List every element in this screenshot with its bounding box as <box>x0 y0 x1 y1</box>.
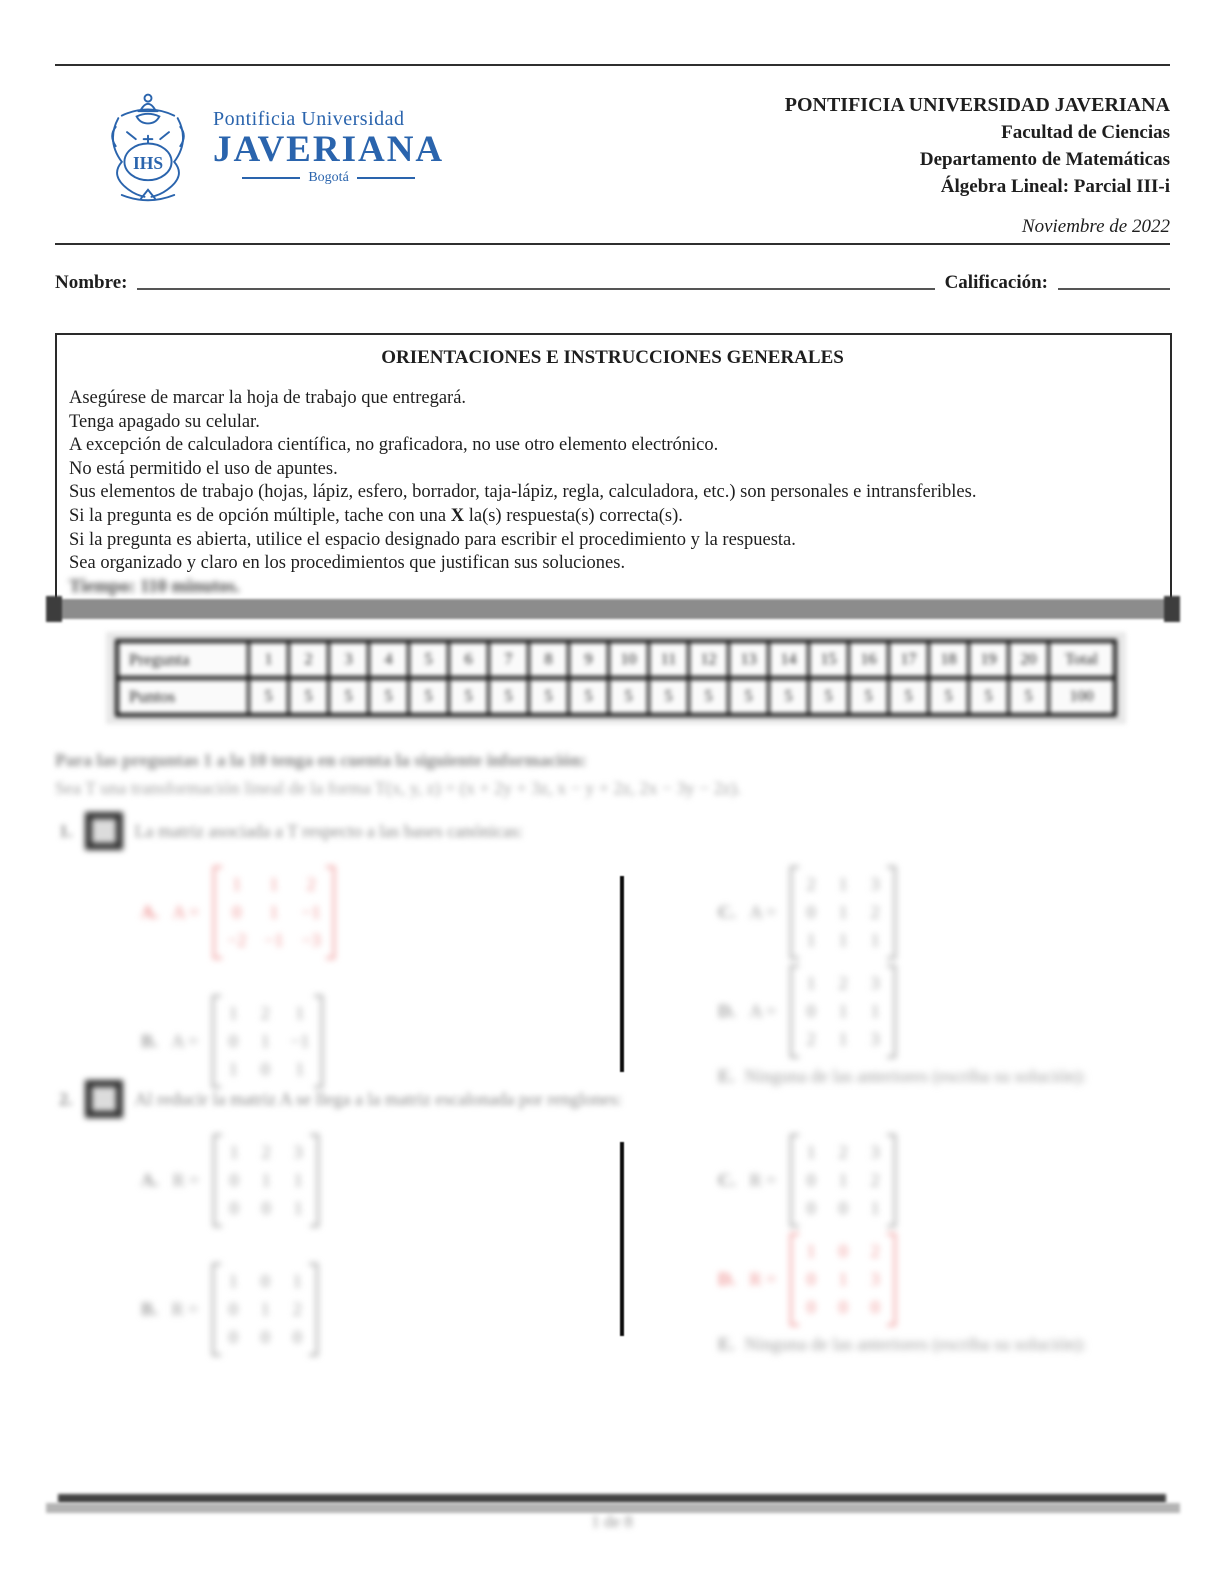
table-cell: 16 <box>850 643 887 676</box>
svg-text:IHS: IHS <box>132 152 164 173</box>
matrix-entry: 1 <box>806 930 816 950</box>
table-cell: 2 <box>290 643 327 676</box>
matrix-entry: 0 <box>260 1271 270 1291</box>
table-cell: 5 <box>370 680 407 713</box>
logo-city <box>213 170 444 186</box>
matrix-entry: 1 <box>269 902 279 922</box>
matrix-entry: 0 <box>806 902 816 922</box>
table-cell: 5 <box>330 680 367 713</box>
question-number: 1. <box>59 820 73 841</box>
matrix-entry: 1 <box>806 973 816 993</box>
matrix-entry: 1 <box>293 1170 303 1190</box>
matrix-entry: 1 <box>838 1029 848 1049</box>
matrix-entry: 3 <box>870 874 880 894</box>
matrix-entry: 3 <box>870 973 880 993</box>
matrix-entry: 2 <box>806 1029 816 1049</box>
option-label: C. <box>718 902 736 922</box>
table-cell: 5 <box>850 680 887 713</box>
time-limit-line: Tiempo: 110 minutos. <box>69 576 240 597</box>
faculty-title: Facultad de Ciencias <box>1001 122 1170 143</box>
matrix-entry: 0 <box>838 1198 848 1218</box>
option-lhs: A = <box>172 902 200 922</box>
option-c <box>718 1134 1170 1227</box>
matrix-entry: 1 <box>806 1142 816 1162</box>
matrix-entry: 0 <box>806 1170 816 1190</box>
table-cell: 13 <box>730 643 767 676</box>
table-cell: 5 <box>530 680 567 713</box>
option-e-text: Ninguna de las anteriores (escriba su solución): <box>744 1066 1087 1086</box>
matrix-entry: 2 <box>261 1142 271 1162</box>
department-title: Departamento de Matemáticas <box>919 149 1170 170</box>
table-cell: 100 <box>1050 680 1113 713</box>
option-lhs: A = <box>171 1031 199 1051</box>
matrix-entry: 0 <box>261 1198 271 1218</box>
score-table <box>115 639 1117 717</box>
matrix-entry: −3 <box>301 930 321 950</box>
matrix-entry: 2 <box>838 973 848 993</box>
row-label: Puntos <box>119 680 247 713</box>
option-label: C. <box>718 1170 736 1190</box>
table-cell: 10 <box>610 643 647 676</box>
matrix-entry: 3 <box>293 1142 303 1162</box>
matrix <box>212 1263 318 1356</box>
matrix-entry: 1 <box>838 1001 848 1021</box>
option-d <box>718 1233 1170 1326</box>
matrix-entry: 0 <box>806 1198 816 1218</box>
matrix-entry: 1 <box>292 1271 302 1291</box>
matrix-entry: 1 <box>838 930 848 950</box>
mc-bold-x: X <box>450 505 465 526</box>
top-rule <box>55 64 1170 66</box>
matrix <box>213 1134 319 1227</box>
blur-cap-left <box>46 596 62 622</box>
table-row-puntos <box>119 680 1113 713</box>
questions-intro <box>55 750 741 799</box>
question-2-header <box>55 1080 1170 1118</box>
score-table-region <box>106 632 1126 724</box>
matrix-entry: 2 <box>870 1241 880 1261</box>
option-lhs: A = <box>749 1001 777 1021</box>
question-1-header <box>55 812 1170 850</box>
table-cell: 5 <box>730 680 767 713</box>
table-cell: 19 <box>970 643 1007 676</box>
table-cell: 5 <box>450 680 487 713</box>
option-label: E. <box>718 1066 735 1086</box>
table-cell: 11 <box>650 643 687 676</box>
instruction-line: Asegúrese de marcar la hoja de trabajo que entregará. <box>69 388 467 408</box>
table-cell: 5 <box>690 680 727 713</box>
column-divider <box>620 876 624 1072</box>
option-lhs: R = <box>171 1299 199 1319</box>
option-label: B. <box>141 1031 158 1051</box>
blur-artifact-bar <box>46 599 1180 619</box>
table-row-pregunta <box>119 643 1113 676</box>
city-rule-left <box>242 177 300 179</box>
instructions-box <box>55 333 1172 613</box>
matrix <box>213 866 334 959</box>
matrix-entry: −1 <box>264 930 284 950</box>
table-cell: 5 <box>970 680 1007 713</box>
matrix <box>790 965 896 1058</box>
matrix-entry: 0 <box>806 1001 816 1021</box>
name-grade-row <box>55 272 1170 294</box>
page-number: 1 de 8 <box>591 1512 633 1531</box>
table-cell: 5 <box>650 680 687 713</box>
option-label: D. <box>718 1001 736 1021</box>
matrix-entry: 0 <box>292 1327 302 1347</box>
options-left-column <box>55 1134 620 1392</box>
table-cell: 5 <box>290 680 327 713</box>
question-number: 2. <box>59 1088 73 1109</box>
table-cell: 15 <box>810 643 847 676</box>
matrix-entry: 1 <box>228 1059 238 1079</box>
question-text: Al reducir la matriz A se llega a la matriz escalonada por renglones: <box>134 1088 623 1109</box>
options-right-column <box>624 866 1170 1087</box>
matrix-entry: 2 <box>870 1170 880 1190</box>
matrix-entry: 0 <box>228 1327 238 1347</box>
option-label: A. <box>141 902 159 922</box>
table-cell: 1 <box>250 643 287 676</box>
options-right-column <box>624 1134 1170 1355</box>
matrix-entry: 1 <box>870 930 880 950</box>
instruction-line: A excepción de calculadora científica, no graficadora, no use otro elemento electrónico. <box>69 435 719 456</box>
option-b <box>141 1263 620 1356</box>
intro-line-1: Para las preguntas 1 a la 10 tenga en cuenta la siguiente información: <box>55 750 587 770</box>
matrix-entry: 3 <box>870 1142 880 1162</box>
name-blank-line <box>137 287 934 290</box>
matrix-entry: 3 <box>870 1269 880 1289</box>
name-label: Nombre: <box>55 272 128 293</box>
table-cell: 5 <box>930 680 967 713</box>
pregunta-cells <box>250 643 1113 676</box>
table-cell: 5 <box>770 680 807 713</box>
matrix-entry: 0 <box>806 1297 816 1317</box>
matrix-entry: 0 <box>232 902 242 922</box>
table-cell: 5 <box>410 680 447 713</box>
instruction-line: Sus elementos de trabajo (hojas, lápiz, esfero, borrador, taja-lápiz, regla, calculadora, etc.) son personales e intransferibles. <box>69 482 977 503</box>
matrix-entry: 1 <box>261 1170 271 1190</box>
footer-rule-dark <box>58 1494 1166 1503</box>
table-cell: 20 <box>1010 643 1047 676</box>
question-1 <box>55 812 1170 1124</box>
matrix-entry: 1 <box>870 1198 880 1218</box>
matrix <box>790 1134 896 1227</box>
matrix <box>212 995 323 1088</box>
table-cell: 17 <box>890 643 927 676</box>
table-cell: 5 <box>490 680 527 713</box>
question-text: La matriz asociada a T respecto a las bases canónicas: <box>134 820 524 841</box>
table-cell: 9 <box>570 643 607 676</box>
table-cell: 5 <box>890 680 927 713</box>
matrix-entry: −1 <box>301 902 321 922</box>
header-rule <box>55 243 1170 245</box>
blur-cap-right <box>1164 596 1180 622</box>
question-2-options <box>55 1134 1170 1392</box>
matrix <box>790 1233 896 1326</box>
matrix-entry: 2 <box>838 1142 848 1162</box>
instructions-title: ORIENTACIONES E INSTRUCCIONES GENERALES <box>381 347 844 368</box>
matrix-entry: 0 <box>260 1327 270 1347</box>
matrix <box>790 866 896 959</box>
instruction-line: Sea organizado y claro en los procedimientos que justifican sus soluciones. <box>69 553 626 574</box>
mc-post: la(s) respuesta(s) correcta(s). <box>464 505 683 526</box>
option-lhs: R = <box>749 1269 777 1289</box>
answer-checkbox <box>85 1080 123 1118</box>
grade-label: Calificación: <box>944 272 1048 293</box>
matrix-entry: 1 <box>293 1198 303 1218</box>
table-cell: 5 <box>250 680 287 713</box>
matrix-entry: 0 <box>229 1198 239 1218</box>
city-rule-right <box>357 177 415 179</box>
option-lhs: R = <box>749 1170 777 1190</box>
matrix-entry: 0 <box>228 1299 238 1319</box>
matrix-entry: 0 <box>228 1031 238 1051</box>
option-a <box>141 866 620 959</box>
table-cell: 7 <box>490 643 527 676</box>
logo-word: JAVERIANA <box>213 129 445 171</box>
table-cell: 6 <box>450 643 487 676</box>
option-e <box>718 1334 1170 1355</box>
matrix-entry: 0 <box>838 1297 848 1317</box>
instruction-line-multiple-choice <box>69 505 1156 529</box>
matrix-entry: 1 <box>838 1269 848 1289</box>
option-label: D. <box>718 1269 736 1289</box>
instruction-line: Tenga apagado su celular. <box>69 411 260 432</box>
document-header <box>785 92 1170 200</box>
matrix-entry: 0 <box>838 1241 848 1261</box>
table-cell: Total <box>1050 643 1113 676</box>
table-cell: 3 <box>330 643 367 676</box>
table-cell: 5 <box>610 680 647 713</box>
institution-title: PONTIFICIA UNIVERSIDAD JAVERIANA <box>784 94 1170 116</box>
logo-city-label: Bogotá <box>308 169 349 185</box>
answer-checkbox <box>85 812 123 850</box>
matrix-entry: 2 <box>306 874 316 894</box>
option-lhs: A = <box>749 902 777 922</box>
matrix-entry: 0 <box>229 1170 239 1190</box>
matrix-entry: 1 <box>228 1003 238 1023</box>
option-label: B. <box>141 1299 158 1319</box>
matrix-entry: 2 <box>806 874 816 894</box>
matrix-entry: 2 <box>292 1299 302 1319</box>
option-c <box>718 866 1170 959</box>
university-logo <box>95 92 444 202</box>
matrix-entry: 0 <box>260 1059 270 1079</box>
matrix-entry: 1 <box>838 1170 848 1190</box>
matrix-entry: 1 <box>806 1241 816 1261</box>
matrix-entry: 0 <box>806 1269 816 1289</box>
matrix-entry: 3 <box>870 1029 880 1049</box>
matrix-entry: 2 <box>870 902 880 922</box>
table-cell: 8 <box>530 643 567 676</box>
matrix-entry: −2 <box>227 930 247 950</box>
logo-small-title: Pontificia Universidad <box>213 108 405 131</box>
table-cell: 5 <box>1010 680 1047 713</box>
matrix-entry: 1 <box>260 1299 270 1319</box>
table-cell: 4 <box>370 643 407 676</box>
option-b <box>141 995 620 1088</box>
matrix-entry: 1 <box>229 1142 239 1162</box>
grade-blank-line <box>1058 287 1170 290</box>
puntos-cells <box>250 680 1113 713</box>
option-d <box>718 965 1170 1058</box>
table-cell: 12 <box>690 643 727 676</box>
row-label: Pregunta <box>119 643 247 676</box>
option-label: A. <box>141 1170 159 1190</box>
exam-title: Álgebra Lineal: Parcial III-i <box>940 176 1170 197</box>
column-divider <box>620 1142 624 1336</box>
matrix-entry: 1 <box>232 874 242 894</box>
intro-line-2: Sea T una transformación lineal de la forma T(x, y, z) = (x + 2y + 3z, x − y + 2z, 2x − 3y − 2z). <box>55 778 742 798</box>
logo-wordmark <box>213 108 444 186</box>
option-label: E. <box>718 1334 735 1354</box>
matrix-entry: 0 <box>870 1297 880 1317</box>
table-cell: 5 <box>810 680 847 713</box>
matrix-entry: 2 <box>260 1003 270 1023</box>
instruction-line: Si la pregunta es abierta, utilice el espacio designado para escribir el procedimiento y la respuesta. <box>69 529 796 550</box>
matrix-entry: 1 <box>295 1003 305 1023</box>
instruction-line: No está permitido el uso de apuntes. <box>69 458 338 479</box>
matrix-entry: 1 <box>295 1059 305 1079</box>
exam-date: Noviembre de 2022 <box>1021 216 1170 237</box>
matrix-entry: 1 <box>228 1271 238 1291</box>
question-2 <box>55 1080 1170 1392</box>
matrix-entry: 1 <box>870 1001 880 1021</box>
table-cell: 5 <box>570 680 607 713</box>
option-a <box>141 1134 620 1227</box>
matrix-entry: −1 <box>290 1031 310 1051</box>
table-cell: 14 <box>770 643 807 676</box>
matrix-entry: 1 <box>260 1031 270 1051</box>
mc-pre: Si la pregunta es de opción múltiple, tache con una <box>69 505 451 526</box>
university-crest-icon <box>95 92 201 202</box>
table-cell: 18 <box>930 643 967 676</box>
option-e-text: Ninguna de las anteriores (escriba su solución): <box>744 1334 1087 1354</box>
table-cell: 5 <box>410 643 447 676</box>
matrix-entry: 1 <box>838 874 848 894</box>
option-lhs: R = <box>172 1170 200 1190</box>
matrix-entry: 1 <box>838 902 848 922</box>
matrix-entry: 1 <box>269 874 279 894</box>
